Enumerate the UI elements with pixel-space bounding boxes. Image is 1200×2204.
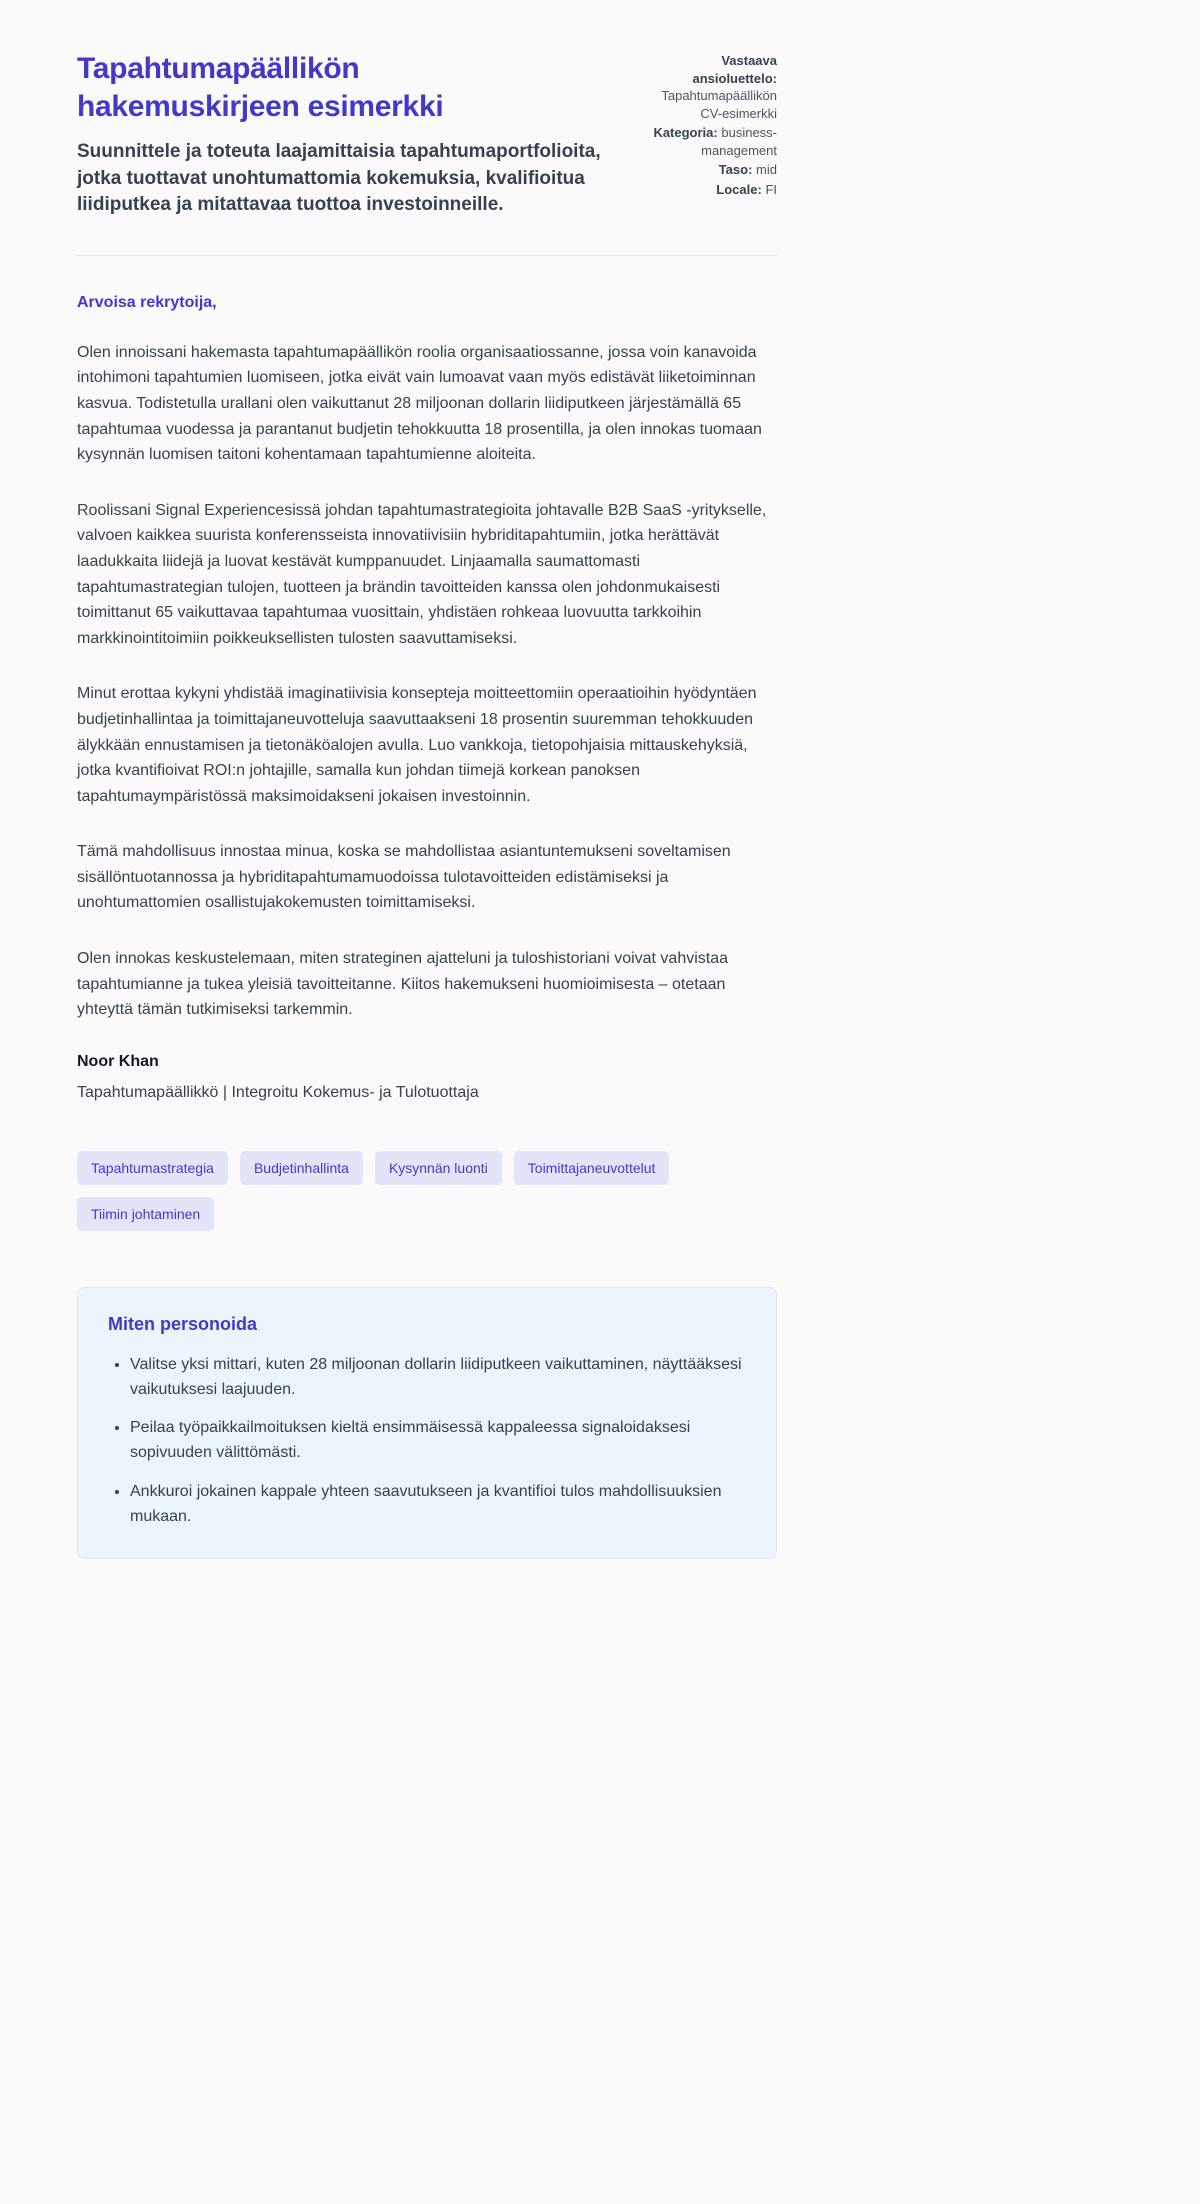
meta-label: Vastaava ansioluettelo: xyxy=(692,53,777,86)
letter-paragraph: Tämä mahdollisuus innostaa minua, koska se mahdollistaa asiantuntemukseni soveltamisen sisällöntuotannossa ja hybriditapahtumamuodoissa tulotavoitteiden edistämiseksi ja unohtumattomien osallistujakokemusten toimittamiseksi. xyxy=(77,843,731,912)
skill-tag[interactable]: Toimittajaneuvottelut xyxy=(514,1151,670,1185)
meta-row xyxy=(647,161,777,179)
skill-tag[interactable]: Tiimin johtaminen xyxy=(77,1197,214,1231)
letter-paragraphs xyxy=(77,340,777,1023)
meta-value: Tapahtumapäällikön CV-esimerkki xyxy=(661,88,777,121)
skill-tag[interactable]: Kysynnän luonti xyxy=(375,1151,502,1185)
tip-item: • Valitse yksi mittari, kuten 28 miljoonan dollarin liidiputkeen vaikuttaminen, näyttääksesi vaikutuksesi laajuuden. xyxy=(130,1353,746,1403)
meta-label: Locale: xyxy=(716,181,762,197)
meta-row xyxy=(647,181,777,199)
letter-paragraph: Olen innokas keskustelemaan, miten strateginen ajatteluni ja tuloshistoriani voivat vahvistaa tapahtumianne ja tukea yleisiä tavoitteitanne. Kiitos hakemukseni huomioimisesta – otetaan yhteyttä tämän tutkimiseksi tarkemmin. xyxy=(77,950,729,1019)
meta-value: business-management xyxy=(701,125,777,158)
letter-body xyxy=(77,294,777,1105)
page xyxy=(77,0,777,1559)
letter-paragraph: Minut erottaa kykyni yhdistää imaginatiivisia konsepteja moitteettomiin operaatioihin hyödyntäen budjetinhallintaa ja toimittajaneuvotteluja saavuttaakseni 18 prosentin suuremman tehokkuuden älykkään ennustamisen ja tietonäköalojen avulla. Luo vankkoja, tietopohjaisia mittauskehyksiä, jotka kvantifioivat ROI:n johtajille, samalla kun johdan tiimejä korkean panoksen tapahtumaympäristössä maksimoidakseni jokaisen investoinnin. xyxy=(77,685,757,805)
personalization-tips-box xyxy=(77,1287,777,1559)
header-left xyxy=(77,50,627,219)
meta-row xyxy=(647,124,777,159)
skill-tags xyxy=(77,1151,777,1231)
meta-value: FI xyxy=(765,181,777,197)
signature-role: Tapahtumapäällikkö | Integroitu Kokemus- ja Tulotuottaja xyxy=(77,1083,479,1101)
letter-greeting: Arvoisa rekrytoija, xyxy=(77,293,217,311)
skill-tag[interactable]: Tapahtumastrategia xyxy=(77,1151,228,1185)
tips-list xyxy=(108,1353,746,1530)
letter-paragraph: Olen innoissani hakemasta tapahtumapäällikön roolia organisaatiossanne, jossa voin kanavoida intohimoni tapahtumien luomiseen, jotka eivät vain lumoavat vaan myös edistävät liiketoiminnan kasvua. Todistetulla urallani olen vaikuttanut 28 miljoonan dollarin liidiputkeen järjestämällä 65 tapahtumaa vuodessa ja parantanut budjetin tehokkuutta 18 prosentilla, ja olen innokas tuomaan kysynnän luomisen taitoni kohentamaan tapahtumienne aloiteita. xyxy=(77,343,762,464)
letter-paragraph: Roolissani Signal Experiencesissä johdan tapahtumastrategioita johtavalle B2B SaaS -yritykselle, valvoen kaikkea suurista konferensseista innovatiivisiin hybriditapahtumiin, jotka herättävät laadukkaita liidejä ja luovat kestävät kumppanuudet. Linjaamalla saumattomasti tapahtumastrategian tulojen, tuotteen ja brändin tavoitteiden kanssa olen johdonmukaisesti toimittanut 65 vaikuttavaa tapahtumaa vuosittain, yhdistäen rohkeaa luovuutta tarkkoihin markkinointitoimiin poikkeuksellisten tulosten saavuttamiseksi. xyxy=(77,501,767,647)
tip-item: • Peilaa työpaikkailmoituksen kieltä ensimmäisessä kappaleessa signaloidaksesi sopivuuden välittömästi. xyxy=(130,1416,746,1466)
header xyxy=(77,50,777,219)
meta-value: mid xyxy=(756,162,777,178)
meta-label: Taso: xyxy=(718,162,753,178)
signature-name: Noor Khan xyxy=(77,1052,159,1070)
tip-item: • Ankkuroi jokainen kappale yhteen saavutukseen ja kvantifioi tulos mahdollisuuksien mukaan. xyxy=(130,1480,746,1530)
skill-tag[interactable]: Budjetinhallinta xyxy=(240,1151,363,1185)
meta-label: Kategoria: xyxy=(653,125,718,141)
header-divider xyxy=(77,255,777,256)
meta-panel xyxy=(647,50,777,200)
page-title: Tapahtumapäällikön hakemuskirjeen esimerkki xyxy=(77,52,444,123)
meta-row xyxy=(647,52,777,122)
page-subtitle: Suunnittele ja toteuta laajamittaisia tapahtumaportfolioita, jotka tuottavat unohtumattomia kokemuksia, kvalifioitua liidiputkea ja mitattavaa tuottoa investoinneille. xyxy=(77,141,601,216)
tips-title: Miten personoida xyxy=(108,1313,258,1334)
